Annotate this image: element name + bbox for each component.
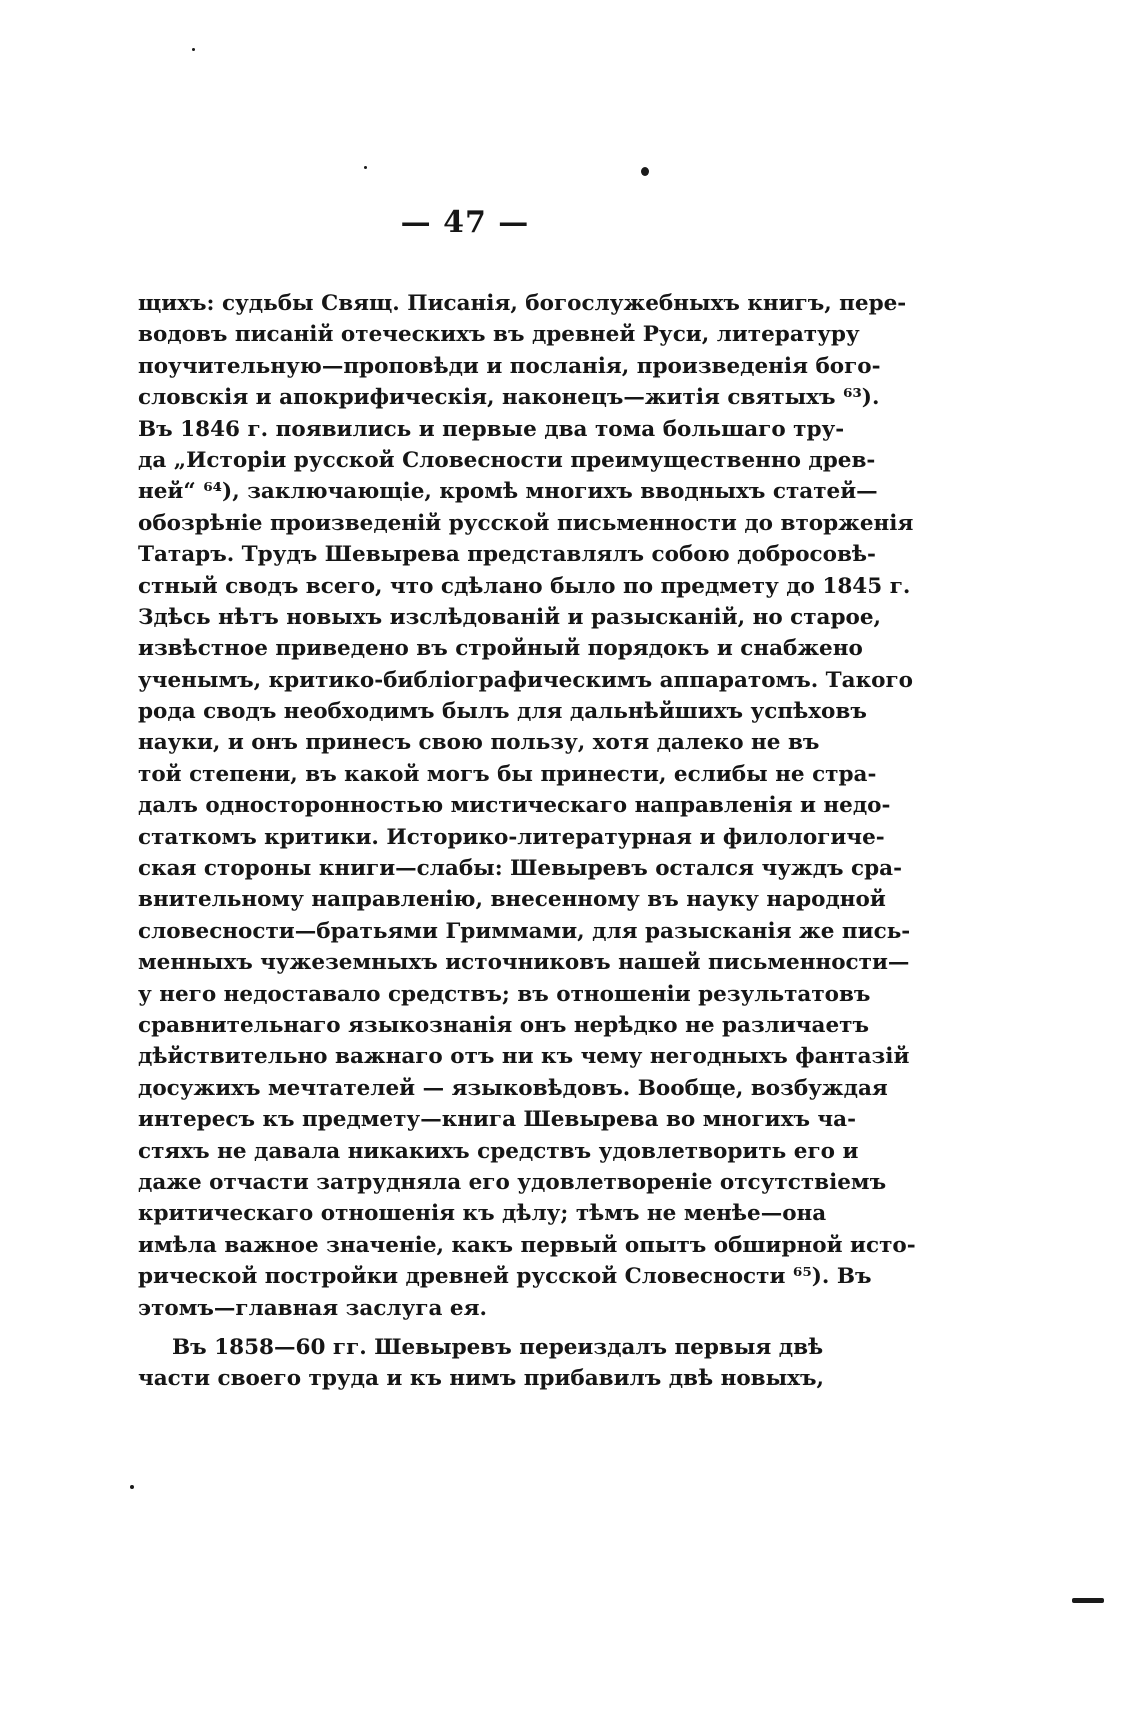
text-line: ская стороны книги—слабы: Шевыревъ остался чуждъ сра- (138, 856, 903, 882)
text-line: далъ односторонностью мистическаго направленія и недо- (138, 793, 891, 819)
paragraph-gap (138, 1324, 764, 1332)
scan-speck (192, 48, 195, 51)
text-line: обозрѣніе произведеній русской письменности до вторженія (138, 510, 914, 536)
text-line: Татаръ. Трудъ Шевырева представлялъ собою добросовѣ- (138, 542, 876, 568)
text-line: имѣла важное значеніе, какъ первый опытъ обширной исто- (138, 1232, 916, 1258)
text-line: Здѣсь нѣтъ новыхъ изслѣдованій и разысканій, но старое, (138, 604, 882, 630)
text-line: рода сводъ необходимъ былъ для дальнѣйшихъ успѣховъ (138, 699, 867, 725)
text-line: да „Исторіи русской Словесности преимущественно древ- (138, 447, 876, 473)
text-line: ученымъ, критико-библіографическимъ аппаратомъ. Такого (138, 667, 913, 693)
text-line: поучительную—проповѣди и посланія, произведенія бого- (138, 353, 881, 379)
text-line: рической постройки древней русской Словесности ⁶⁵). Въ (138, 1264, 872, 1290)
text-line: внительному направленію, внесенному въ науку народной (138, 887, 886, 913)
scan-speck (364, 166, 367, 169)
text-line: той степени, въ какой могъ бы принести, еслибы не стра- (138, 761, 877, 787)
text-line: дѣйствительно важнаго отъ ни къ чему негодныхъ фантазій (138, 1044, 910, 1070)
text-line: части своего труда и къ нимъ прибавилъ двѣ новыхъ, (138, 1366, 824, 1392)
scan-speck (641, 167, 649, 176)
text-line: менныхъ чужеземныхъ источниковъ нашей письменности— (138, 950, 910, 976)
text-line: у него недоставало средствъ; въ отношеніи результатовъ (138, 981, 871, 1007)
scan-dash-mark (1072, 1598, 1104, 1603)
text-line: стный сводъ всего, что сдѣлано было по предмету до 1845 г. (138, 573, 911, 599)
text-line: Въ 1858—60 гг. Шевыревъ переиздалъ первыя двѣ (172, 1334, 824, 1360)
page-number: — 47 — (400, 205, 530, 240)
text-line: сравнительнаго языкознанія онъ нерѣдко не различаетъ (138, 1012, 869, 1038)
body-text (138, 288, 916, 1395)
paragraph-2 (138, 1332, 824, 1395)
scan-speck (130, 1485, 134, 1489)
text-line: водовъ писаній отеческихъ въ древней Руси, литературу (138, 322, 860, 348)
text-line: стяхъ не давала никакихъ средствъ удовлетворить его и (138, 1138, 859, 1164)
text-line: щихъ: судьбы Свящ. Писанія, богослужебныхъ книгъ, пере- (138, 291, 907, 316)
text-line: интересъ къ предмету—книга Шевырева во многихъ ча- (138, 1107, 857, 1133)
text-line: досужихъ мечтателей — языковѣдовъ. Вообще, возбуждая (138, 1075, 888, 1101)
paragraph-1 (138, 288, 916, 1324)
text-line: ней“ ⁶⁴), заключающіе, кромѣ многихъ вводныхъ статей— (138, 479, 878, 505)
text-line: даже отчасти затрудняла его удовлетвореніе отсутствіемъ (138, 1169, 887, 1195)
text-line: этомъ—главная заслуга ея. (138, 1295, 487, 1321)
text-line: статкомъ критики. Историко-литературная и филологиче- (138, 824, 885, 850)
text-line: критическаго отношенія къ дѣлу; тѣмъ не менѣе—она (138, 1201, 827, 1227)
text-line: Въ 1846 г. появились и первые два тома большаго тру- (138, 416, 845, 442)
text-line: словесности—братьями Гриммами, для разысканія же пись- (138, 918, 911, 944)
text-line: извѣстное приведено въ стройный порядокъ и снабжено (138, 636, 863, 662)
text-line: словскія и апокрифическія, наконецъ—житія святыхъ ⁶³). (138, 385, 880, 411)
text-line: науки, и онъ принесъ свою пользу, хотя далеко не въ (138, 730, 820, 756)
